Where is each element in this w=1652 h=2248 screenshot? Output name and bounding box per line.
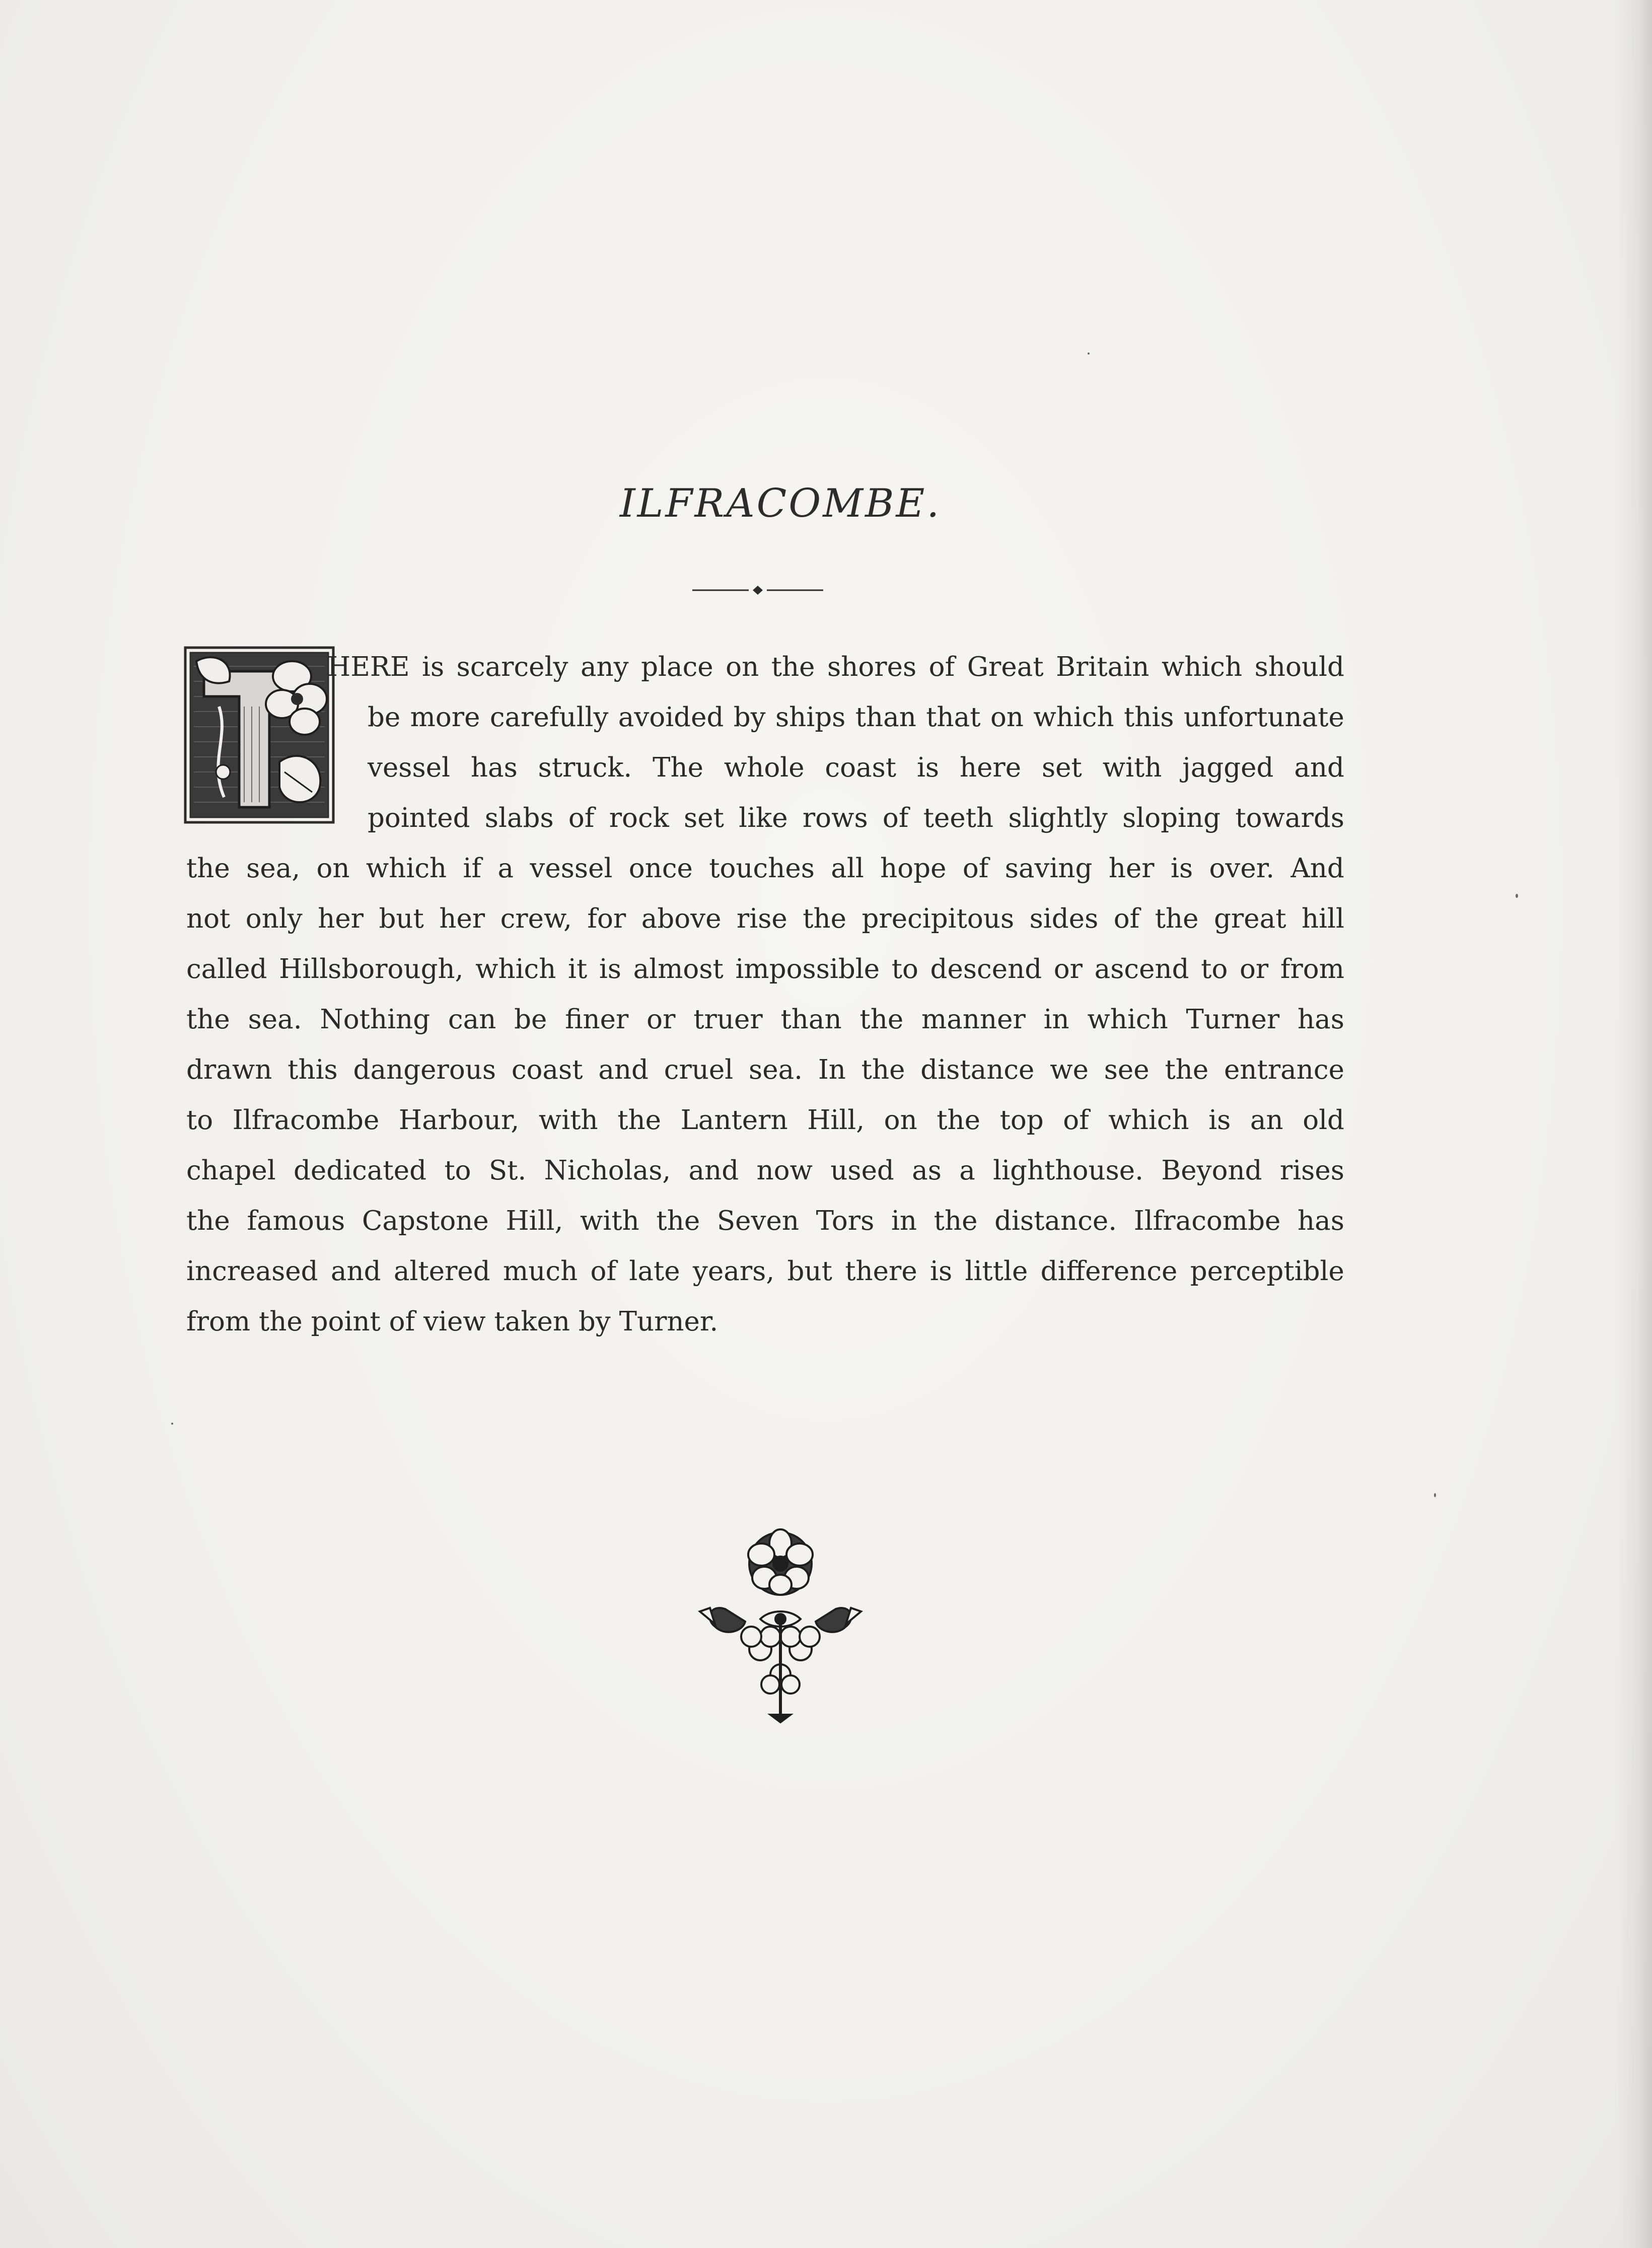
word: this: [1123, 702, 1174, 733]
word: place: [641, 652, 713, 682]
word: dangerous: [353, 1055, 496, 1085]
word: has: [470, 752, 518, 783]
word: sloping: [1122, 803, 1221, 833]
word: above: [641, 903, 722, 934]
word: the: [186, 853, 230, 884]
word: distance.: [994, 1206, 1117, 1236]
word: on: [990, 702, 1024, 733]
word: vessel: [368, 752, 451, 783]
word: with: [1102, 752, 1162, 783]
word: St.: [488, 1155, 527, 1186]
word: with: [538, 1105, 598, 1136]
word: scarcely: [456, 652, 568, 682]
paragraph-line-2: [368, 700, 1344, 735]
page-title: ILFRACOMBE.: [619, 481, 942, 526]
word: old: [1303, 1105, 1344, 1136]
word: sea,: [246, 853, 301, 884]
word: Hillsborough,: [279, 954, 464, 985]
line-7-text: [186, 952, 1344, 987]
word: the: [1165, 1055, 1209, 1085]
word: like: [739, 803, 788, 833]
word: for: [587, 903, 626, 934]
word: rows: [802, 803, 868, 833]
word: or: [1239, 954, 1269, 985]
word: only: [245, 903, 303, 934]
word: Hill,: [807, 1105, 865, 1136]
word: difference: [1040, 1256, 1178, 1287]
word: much: [503, 1256, 578, 1287]
line-10-text: [186, 1103, 1344, 1138]
line-5-text: [186, 851, 1344, 886]
word: all: [831, 853, 864, 884]
word: Capstone: [362, 1206, 489, 1236]
word: Lantern: [680, 1105, 788, 1136]
word: famous: [247, 1206, 345, 1236]
line-12-text: [186, 1204, 1344, 1239]
paragraph-line-4: [368, 801, 1344, 836]
word: late: [629, 1256, 680, 1287]
word: there: [845, 1256, 917, 1287]
word: altered: [393, 1256, 490, 1287]
paragraph-line-14: [186, 1304, 1344, 1340]
word: Ilfracombe: [232, 1105, 380, 1136]
word: which: [1161, 652, 1243, 682]
word: to: [186, 1105, 213, 1136]
word: ascend: [1094, 954, 1189, 985]
word: descend: [930, 954, 1042, 985]
word: saving: [1004, 853, 1093, 884]
word: her: [318, 903, 364, 934]
word: than: [855, 702, 916, 733]
word: the: [933, 1206, 978, 1236]
word: in: [1043, 1004, 1069, 1035]
word: her: [1108, 853, 1155, 884]
paragraph-line-3: [368, 750, 1344, 786]
word: rock: [609, 803, 669, 833]
word: called: [186, 954, 267, 985]
word: her: [439, 903, 485, 934]
paragraph-line-8: [186, 1002, 1344, 1037]
word: Nothing: [320, 1004, 430, 1035]
word: truer: [693, 1004, 763, 1035]
word: is: [1171, 853, 1193, 884]
paragraph-line-9: [186, 1052, 1344, 1088]
word: coast: [825, 752, 897, 783]
word: any: [580, 652, 629, 682]
word: Hill,: [506, 1206, 563, 1236]
word: the: [656, 1206, 700, 1236]
word: the: [617, 1105, 662, 1136]
line-2-text: [368, 700, 1344, 735]
word: is: [599, 954, 622, 985]
diamond-rule-icon: [692, 584, 823, 596]
word: and: [1294, 752, 1344, 783]
word: ships: [775, 702, 846, 733]
word: is: [1208, 1105, 1231, 1136]
word: of: [928, 652, 955, 682]
word: increased: [186, 1256, 318, 1287]
word: the: [186, 1206, 230, 1236]
word: which: [475, 954, 556, 985]
line-13-text: [186, 1254, 1344, 1289]
word: and: [598, 1055, 649, 1085]
line-11-text: [186, 1153, 1344, 1188]
paper-speck: [1088, 353, 1090, 355]
word: now: [756, 1155, 813, 1186]
word: whole: [724, 752, 805, 783]
word: set: [1041, 752, 1082, 783]
word: pointed: [368, 803, 470, 833]
word: the: [859, 1004, 904, 1035]
word: than: [780, 1004, 842, 1035]
word: the: [771, 652, 815, 682]
word: hill: [1301, 903, 1344, 934]
paragraph-line-11: [186, 1153, 1344, 1188]
paragraph-line-13: [186, 1254, 1344, 1289]
word: And: [1290, 853, 1344, 884]
word: Seven: [716, 1206, 799, 1236]
word: as: [912, 1155, 942, 1186]
word: from: [1280, 954, 1344, 985]
word: has: [1297, 1004, 1344, 1035]
word: the: [186, 1004, 230, 1035]
word: which: [1108, 1105, 1189, 1136]
word: on: [884, 1105, 917, 1136]
word: slabs: [484, 803, 554, 833]
word: Britain: [1056, 652, 1150, 682]
word: unfortunate: [1183, 702, 1344, 733]
word: drawn: [186, 1055, 272, 1085]
line-1-text: [327, 650, 1344, 685]
word: HERE: [327, 652, 410, 682]
word: Tors: [816, 1206, 875, 1236]
word: is: [930, 1256, 953, 1287]
word: years,: [692, 1256, 775, 1287]
word: chapel: [186, 1155, 276, 1186]
word: Beyond: [1161, 1155, 1262, 1186]
word: over.: [1209, 853, 1275, 884]
word: the: [937, 1105, 981, 1136]
word: In: [818, 1055, 846, 1085]
word: can: [448, 1004, 496, 1035]
word: and: [330, 1256, 381, 1287]
word: impossible: [735, 954, 880, 985]
word: and: [688, 1155, 739, 1186]
word: not: [186, 903, 231, 934]
word: or: [1053, 954, 1083, 985]
word: distance: [920, 1055, 1035, 1085]
word: see: [1104, 1055, 1150, 1085]
paragraph-line-5: [186, 851, 1344, 886]
word: sea.: [248, 1004, 302, 1035]
paragraph-line-10: [186, 1103, 1344, 1138]
word: sides: [1029, 903, 1099, 934]
word: vessel: [530, 853, 613, 884]
line-14-text: from the point of view taken by Turner.: [186, 1306, 719, 1337]
word: of: [590, 1256, 617, 1287]
word: coast: [511, 1055, 583, 1085]
word: perceptible: [1190, 1256, 1344, 1287]
word: touches: [709, 853, 815, 884]
word: The: [653, 752, 703, 783]
word: manner: [921, 1004, 1026, 1035]
line-3-text: [368, 750, 1344, 786]
word: be: [514, 1004, 547, 1035]
word: lighthouse.: [993, 1155, 1144, 1186]
word: we: [1050, 1055, 1089, 1085]
word: with: [580, 1206, 639, 1236]
word: a: [959, 1155, 975, 1186]
word: struck.: [538, 752, 632, 783]
word: should: [1254, 652, 1344, 682]
word: but: [787, 1256, 832, 1287]
word: top: [999, 1105, 1044, 1136]
word: sea.: [749, 1055, 803, 1085]
word: a: [497, 853, 514, 884]
paragraph-line-6: [186, 901, 1344, 937]
word: great: [1213, 903, 1286, 934]
word: here: [959, 752, 1022, 783]
word: more: [410, 702, 480, 733]
word: carefully: [489, 702, 609, 733]
word: but: [379, 903, 424, 934]
word: on: [316, 853, 350, 884]
word: which: [1087, 1004, 1168, 1035]
word: is: [422, 652, 445, 682]
paper-speck: [171, 1423, 173, 1425]
word: the: [803, 903, 847, 934]
word: jagged: [1182, 752, 1274, 783]
word: rise: [736, 903, 787, 934]
page-edge-shadow: [1617, 0, 1652, 2248]
word: on: [726, 652, 759, 682]
line-6-text: [186, 901, 1344, 937]
word: if: [463, 853, 482, 884]
word: little: [965, 1256, 1028, 1287]
word: once: [628, 853, 693, 884]
ornamental-drop-cap-icon: [184, 646, 335, 824]
word: finer: [565, 1004, 629, 1035]
word: to: [891, 954, 918, 985]
word: almost: [633, 954, 724, 985]
word: has: [1298, 1206, 1344, 1236]
word: by: [733, 702, 766, 733]
word: this: [288, 1055, 338, 1085]
word: towards: [1235, 803, 1344, 833]
word: Ilfracombe: [1133, 1206, 1281, 1236]
word: entrance: [1224, 1055, 1344, 1085]
word: used: [830, 1155, 894, 1186]
line-9-text: [186, 1052, 1344, 1088]
word: slightly: [1008, 803, 1108, 833]
paper-speck: [1516, 894, 1518, 898]
word: or: [647, 1004, 676, 1035]
word: the: [1155, 903, 1199, 934]
word: Harbour,: [398, 1105, 520, 1136]
word: shores: [827, 652, 917, 682]
word: to: [444, 1155, 471, 1186]
word: precipitous: [861, 903, 1015, 934]
word: an: [1250, 1105, 1283, 1136]
word: of: [1113, 903, 1140, 934]
paragraph-line-1: [327, 650, 1344, 685]
paper-speck: [1434, 1493, 1436, 1497]
word: in: [891, 1206, 917, 1236]
paragraph-line-7: [186, 952, 1344, 987]
word: of: [962, 853, 989, 884]
word: which: [1033, 702, 1114, 733]
word: avoided: [618, 702, 724, 733]
word: set: [684, 803, 724, 833]
floral-tailpiece-icon: [695, 1523, 866, 1725]
word: of: [1063, 1105, 1089, 1136]
word: is: [916, 752, 940, 783]
word: hope: [880, 853, 947, 884]
word: which: [366, 853, 447, 884]
word: it: [568, 954, 588, 985]
word: that: [926, 702, 981, 733]
paragraph-line-12: [186, 1204, 1344, 1239]
word: Nicholas,: [544, 1155, 671, 1186]
word: be: [368, 702, 401, 733]
word: Turner: [1186, 1004, 1280, 1035]
word: the: [861, 1055, 905, 1085]
line-4-text: [368, 801, 1344, 836]
word: teeth: [923, 803, 994, 833]
word: Great: [967, 652, 1044, 682]
word: to: [1201, 954, 1228, 985]
word: of: [882, 803, 909, 833]
word: cruel: [664, 1055, 734, 1085]
word: crew,: [500, 903, 572, 934]
line-8-text: [186, 1002, 1344, 1037]
word: dedicated: [293, 1155, 427, 1186]
word: of: [568, 803, 595, 833]
word: rises: [1279, 1155, 1344, 1186]
